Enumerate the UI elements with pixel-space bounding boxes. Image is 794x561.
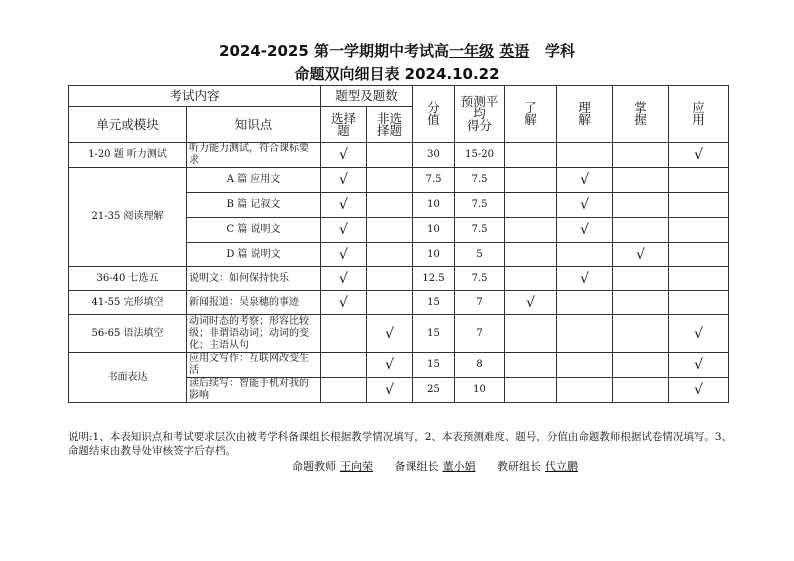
understand-cell [505,193,557,218]
table-row [69,353,729,378]
unit-cell: 56-65 语法填空 [69,315,187,353]
header-apply: 应 用 [669,86,729,143]
score-cell: 10 [413,243,455,267]
apply-cell [669,267,729,291]
table-row [69,168,729,193]
specification-table [68,85,729,403]
understand-cell [505,353,557,378]
comprehend-cell: √ [557,168,613,193]
teacher-name: 王向荣 [340,460,373,473]
unit-cell: 36-40 七选五 [69,267,187,291]
choice-cell [321,353,367,378]
score-cell: 15 [413,291,455,315]
nonchoice-cell [367,193,413,218]
nonchoice-cell [367,168,413,193]
knowledge-cell: A 篇 应用文 [187,168,321,193]
avg-cell: 8 [455,353,505,378]
avg-cell: 7.5 [455,218,505,243]
understand-cell [505,315,557,353]
avg-cell: 10 [455,378,505,403]
understand-cell: √ [505,291,557,315]
grade-field: 一年级 [449,42,495,60]
master-cell [613,193,669,218]
nonchoice-cell: √ [367,378,413,403]
comprehend-cell: √ [557,267,613,291]
master-cell [613,267,669,291]
avg-cell: 7 [455,315,505,353]
unit-cell: 41-55 完形填空 [69,291,187,315]
header-unit: 单元或模块 [69,107,187,143]
knowledge-cell: 读后续写：智能手机对我的影响 [187,378,321,403]
header-content: 考试内容 [69,86,321,107]
understand-cell [505,267,557,291]
choice-cell: √ [321,143,367,168]
header-score: 分 值 [413,86,455,143]
table-row [69,291,729,315]
knowledge-cell: 听力能力测试，符合课标要求 [187,143,321,168]
choice-cell [321,315,367,353]
choice-cell [321,378,367,403]
apply-cell [669,243,729,267]
understand-cell [505,378,557,403]
knowledge-cell: B 篇 记叙文 [187,193,321,218]
avg-cell: 7.5 [455,168,505,193]
table-row [69,315,729,353]
score-cell: 10 [413,193,455,218]
avg-cell: 7 [455,291,505,315]
header-row-1 [69,86,729,107]
choice-cell: √ [321,267,367,291]
avg-cell: 7.5 [455,193,505,218]
signature-line: 命题教师 王向荣 备课组长 董小娟 教研组长 代立鹏 [292,458,582,474]
explanation-note: 说明:1、本表知识点和考试要求层次由被考学科备课组长根据教学情况填写，2、本表预测难度、题号，分值由命题教师根据试卷情况填写。3、命题结束由教导处审核签字后存档。 [68,431,733,457]
unit-cell: 21-35 阅读理解 [69,168,187,267]
header-master: 掌 握 [613,86,669,143]
header-avg: 预测平均 得分 [455,86,505,143]
master-cell [613,168,669,193]
header-understand: 了 解 [505,86,557,143]
choice-cell: √ [321,168,367,193]
knowledge-cell: 新闻报道：吴泉穗的事迹 [187,291,321,315]
document-subtitle: 命题双向细目表 2024.10.22 [294,65,500,83]
header-choice: 选择 题 [321,107,367,143]
master-cell [613,353,669,378]
nonchoice-cell [367,143,413,168]
choice-cell: √ [321,243,367,267]
subject-field: 英语 [499,42,530,60]
nonchoice-cell [367,267,413,291]
unit-cell: 书面表达 [69,353,187,403]
master-cell [613,378,669,403]
apply-cell: √ [669,143,729,168]
knowledge-cell: D 篇 说明文 [187,243,321,267]
comprehend-cell [557,243,613,267]
apply-cell [669,168,729,193]
table-row [69,267,729,291]
avg-cell: 5 [455,243,505,267]
comprehend-cell: √ [557,193,613,218]
nonchoice-cell [367,291,413,315]
score-cell: 30 [413,143,455,168]
avg-cell: 15-20 [455,143,505,168]
table-row [69,143,729,168]
master-cell: √ [613,243,669,267]
nonchoice-cell [367,218,413,243]
knowledge-cell: 应用文写作：互联网改变生活 [187,353,321,378]
comprehend-cell [557,143,613,168]
score-cell: 10 [413,218,455,243]
score-cell: 15 [413,353,455,378]
apply-cell: √ [669,315,729,353]
unit-cell: 1-20 题 听力测试 [69,143,187,168]
score-cell: 7.5 [413,168,455,193]
score-cell: 25 [413,378,455,403]
master-cell [613,315,669,353]
apply-cell [669,218,729,243]
choice-cell: √ [321,291,367,315]
header-knowledge: 知识点 [187,107,321,143]
choice-cell: √ [321,218,367,243]
comprehend-cell [557,291,613,315]
header-comprehend: 理 解 [557,86,613,143]
nonchoice-cell [367,243,413,267]
score-cell: 15 [413,315,455,353]
understand-cell [505,218,557,243]
header-type-count: 题型及题数 [321,86,413,107]
document-title: 2024-2025 第一学期期中考试高一年级 英语 学科 [219,42,575,60]
score-cell: 12.5 [413,267,455,291]
apply-cell: √ [669,378,729,403]
comprehend-cell [557,378,613,403]
apply-cell: √ [669,353,729,378]
research-leader-name: 代立鹏 [545,460,578,473]
group-leader-name: 董小娟 [442,460,476,473]
knowledge-cell: C 篇 说明文 [187,218,321,243]
understand-cell [505,243,557,267]
knowledge-cell: 动词时态的考察；形容比较级；非谓语动词；动词的变化；主语从句 [187,315,321,353]
apply-cell [669,193,729,218]
master-cell [613,218,669,243]
comprehend-cell [557,315,613,353]
comprehend-cell [557,353,613,378]
knowledge-cell: 说明文：如何保持快乐 [187,267,321,291]
nonchoice-cell: √ [367,315,413,353]
master-cell [613,143,669,168]
avg-cell: 7.5 [455,267,505,291]
nonchoice-cell: √ [367,353,413,378]
apply-cell [669,291,729,315]
master-cell [613,291,669,315]
comprehend-cell: √ [557,218,613,243]
choice-cell: √ [321,193,367,218]
understand-cell [505,168,557,193]
header-nonchoice: 非选 择题 [367,107,413,143]
understand-cell [505,143,557,168]
